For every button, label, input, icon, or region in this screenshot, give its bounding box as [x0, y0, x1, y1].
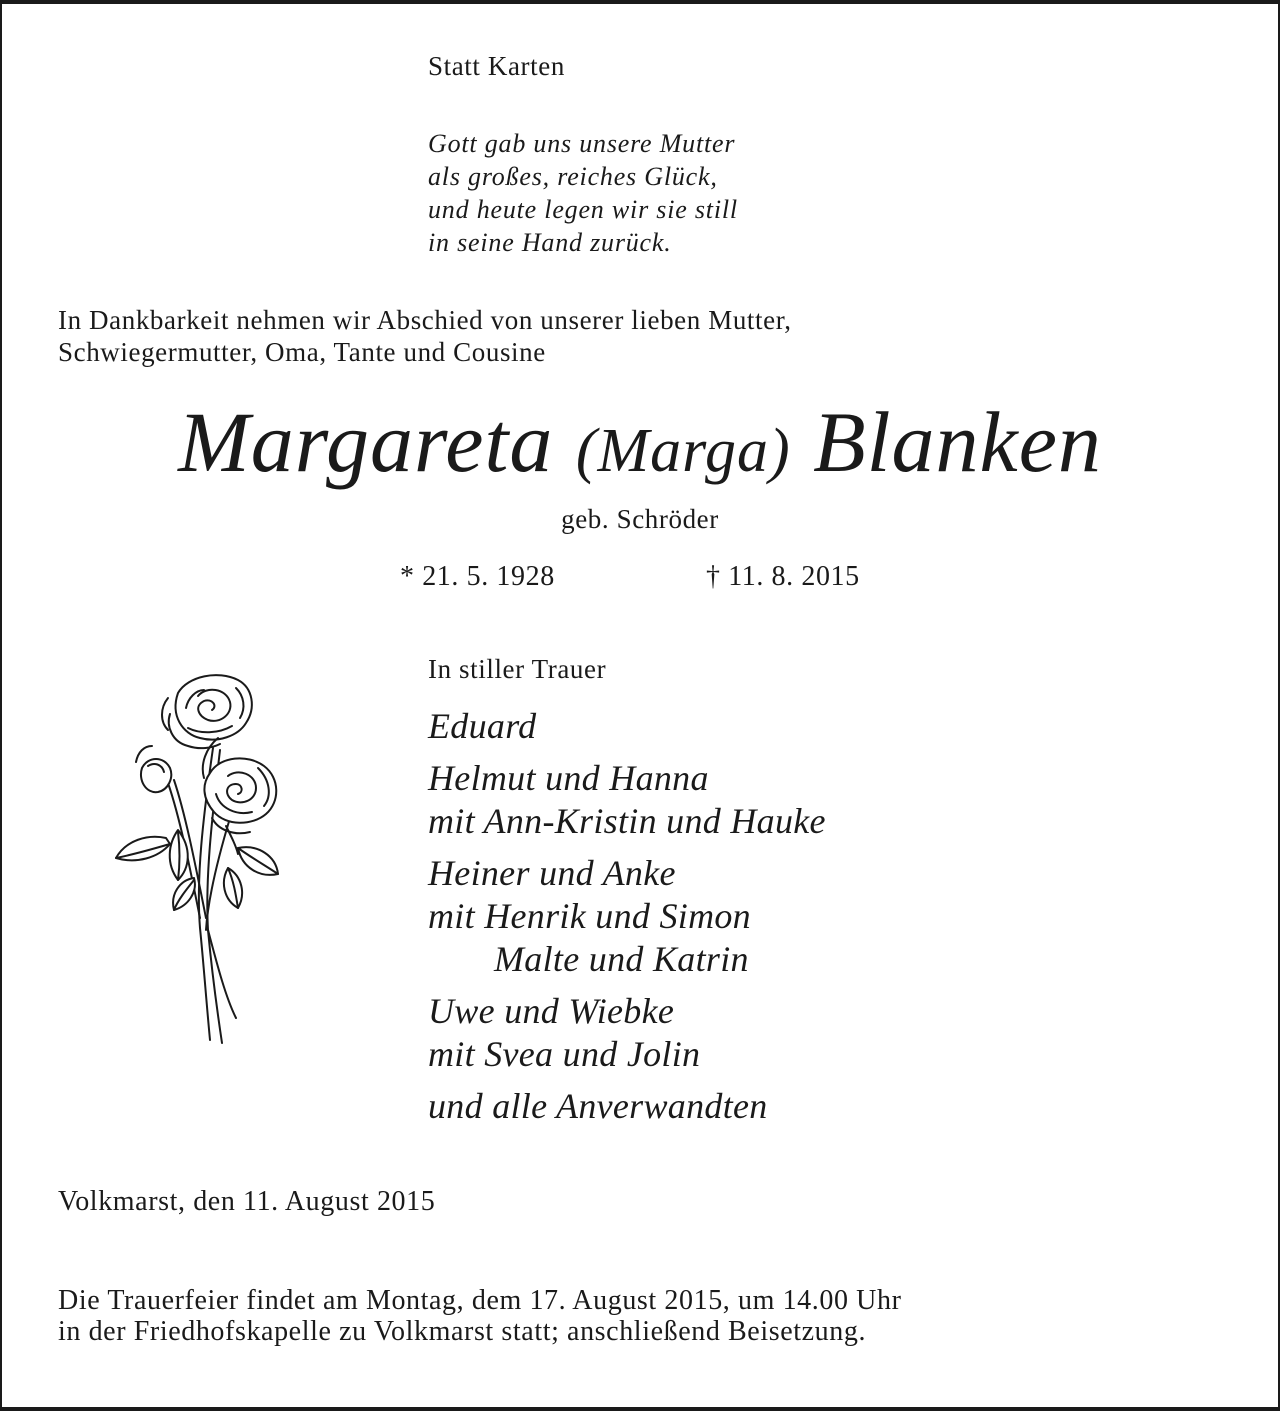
intro-line: In Dankbarkeit nehmen wir Abschied von unserer lieben Mutter, — [58, 305, 792, 335]
first-name: Margareta — [178, 394, 554, 490]
mourners-list — [428, 705, 826, 1128]
poem-line: und heute legen wir sie still — [428, 195, 738, 224]
deceased-name — [0, 392, 1280, 501]
mourner-line: mit Svea und Jolin — [428, 1034, 701, 1074]
place-date: Volkmarst, den 11. August 2015 — [58, 1186, 436, 1217]
intro-text — [58, 304, 792, 368]
poem-line: in seine Hand zurück. — [428, 228, 672, 257]
mourner-line: mit Ann-Kristin und Hauke — [428, 801, 826, 841]
statt-karten: Statt Karten — [428, 51, 565, 81]
funeral-line: in der Friedhofskapelle zu Volkmarst statt; anschließend Beisetzung. — [58, 1316, 867, 1347]
mourner-line: mit Henrik und Simon — [428, 896, 751, 936]
rose-illustration-icon — [108, 668, 293, 1053]
funeral-info — [58, 1285, 902, 1347]
birth-date: * 21. 5. 1928 — [400, 561, 555, 592]
mourners-heading: In stiller Trauer — [428, 654, 607, 684]
mourner-line: und alle Anverwandten — [428, 1086, 768, 1126]
poem-line: Gott gab uns unsere Mutter — [428, 129, 736, 158]
poem — [428, 127, 738, 259]
poem-line: als großes, reiches Glück, — [428, 162, 718, 191]
nickname: (Marga) — [575, 417, 791, 485]
mourner-line: Malte und Katrin — [494, 939, 749, 979]
mourner-line: Uwe und Wiebke — [428, 991, 675, 1031]
maiden-name: geb. Schröder — [561, 504, 719, 534]
last-name: Blanken — [813, 394, 1102, 490]
death-date: † 11. 8. 2015 — [706, 561, 860, 592]
funeral-line: Die Trauerfeier findet am Montag, dem 17. August 2015, um 14.00 Uhr — [58, 1285, 902, 1316]
mourner-line: Eduard — [428, 706, 537, 746]
mourner-line: Heiner und Anke — [428, 853, 676, 893]
mourner-line: Helmut und Hanna — [428, 758, 709, 798]
intro-line: Schwiegermutter, Oma, Tante und Cousine — [58, 337, 546, 367]
